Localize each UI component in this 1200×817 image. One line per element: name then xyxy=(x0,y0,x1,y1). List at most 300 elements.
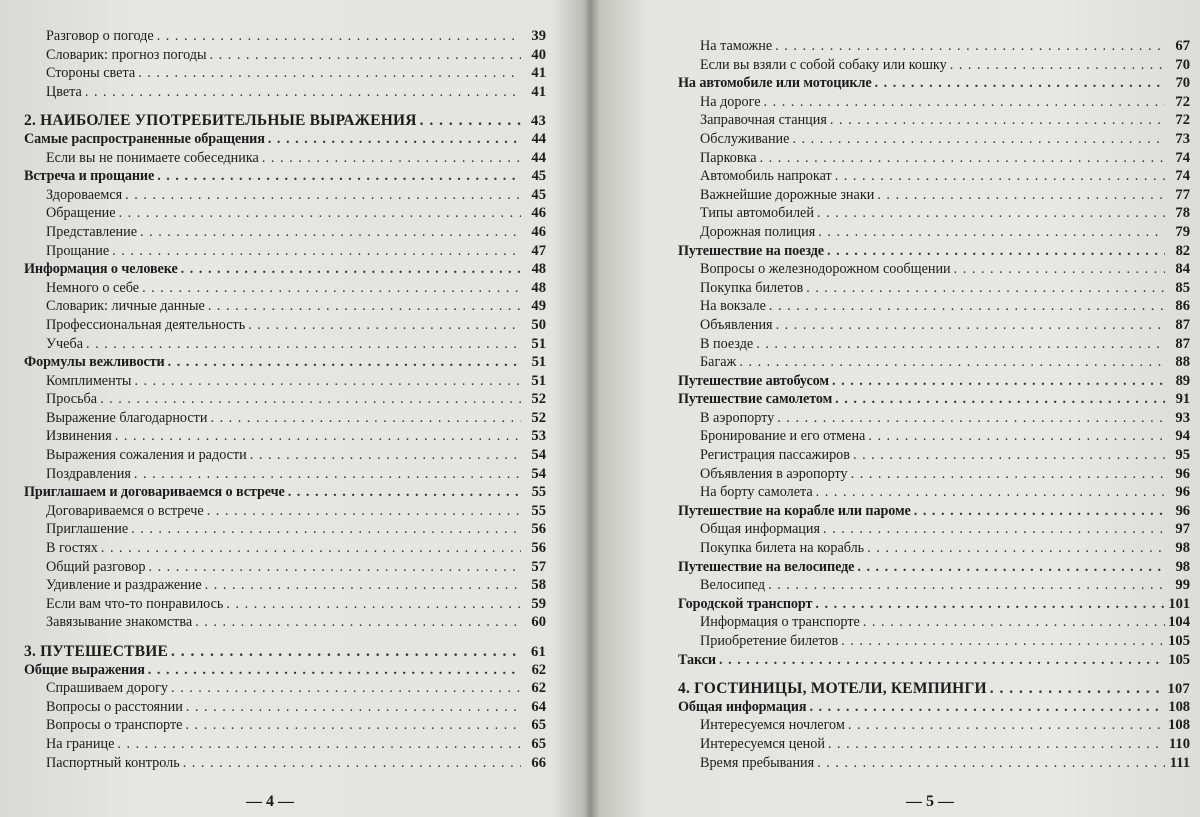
toc-entry-page: 96 xyxy=(1175,502,1190,519)
toc-entry-page: 95 xyxy=(1175,447,1190,464)
dot-leader xyxy=(134,373,521,390)
toc-entry-page: 111 xyxy=(1169,754,1190,771)
toc-entry xyxy=(24,755,546,774)
toc-entry-page: 110 xyxy=(1168,735,1190,752)
toc-entry xyxy=(24,466,546,485)
dot-leader xyxy=(760,150,1165,167)
toc-entry-page: 52 xyxy=(531,391,546,408)
toc-entry-title: На борту самолета xyxy=(700,484,813,501)
dot-leader xyxy=(168,354,521,371)
toc-entry-title: Объявления в аэропорту xyxy=(700,465,848,482)
toc-entry-page: 93 xyxy=(1175,409,1190,426)
toc-entry-title: Заправочная станция xyxy=(700,112,827,129)
dot-leader xyxy=(823,521,1165,538)
toc-entry-page: 41 xyxy=(531,65,546,82)
dot-leader xyxy=(186,699,521,716)
toc-entry-title: Путешествие на корабле или пароме xyxy=(678,502,911,519)
dot-leader xyxy=(877,187,1165,204)
toc-entry-title: Встреча и прощание xyxy=(24,168,155,185)
dot-leader xyxy=(776,317,1165,334)
dot-leader xyxy=(792,131,1165,148)
toc-entry xyxy=(678,354,1190,373)
toc-entry-title: Приглашаем и договариваемся о встрече xyxy=(24,484,285,501)
toc-entry xyxy=(24,717,546,736)
dot-leader xyxy=(832,373,1165,390)
toc-entry-page: 65 xyxy=(531,735,546,752)
toc-entry-page: 40 xyxy=(531,46,546,63)
toc-entry xyxy=(24,243,546,262)
toc-entry xyxy=(678,503,1190,522)
dot-leader xyxy=(777,410,1165,427)
toc-entry xyxy=(678,410,1190,429)
dot-leader xyxy=(851,466,1165,483)
toc-entry-title: Если вы взяли с собой собаку или кошку xyxy=(700,56,947,73)
toc-entry-title: Словарик: личные данные xyxy=(46,298,205,315)
toc-entry-title: Регистрация пассажиров xyxy=(700,447,850,464)
toc-entry-page: 64 xyxy=(531,698,546,715)
toc-entry-title: Удивление и раздражение xyxy=(46,577,202,594)
dot-leader xyxy=(134,466,521,483)
toc-entry xyxy=(24,559,546,578)
toc-entry-title: Парковка xyxy=(700,149,757,166)
toc-entry xyxy=(24,410,546,429)
toc-entry-page: 66 xyxy=(531,754,546,771)
toc-entry-title: Автомобиль напрокат xyxy=(700,168,832,185)
toc-entry xyxy=(24,168,546,187)
toc-entry-page: 87 xyxy=(1175,316,1190,333)
toc-entry-page: 53 xyxy=(531,428,546,445)
toc-entry xyxy=(24,614,546,633)
dot-leader xyxy=(857,559,1165,576)
toc-entry-page: 70 xyxy=(1175,75,1190,92)
toc-entry xyxy=(678,261,1190,280)
dot-leader xyxy=(775,38,1165,55)
toc-entry xyxy=(678,633,1190,652)
toc-entry-page: 56 xyxy=(531,521,546,538)
toc-entry-title: Здороваемся xyxy=(46,186,123,203)
toc-entry-page: 91 xyxy=(1175,391,1190,408)
toc-entry-page: 55 xyxy=(531,484,546,501)
toc-entry-page: 72 xyxy=(1175,112,1190,129)
toc-entry-title: Объявления xyxy=(700,316,773,333)
toc-entry xyxy=(24,596,546,615)
toc-entry-page: 54 xyxy=(531,465,546,482)
toc-entry xyxy=(678,131,1190,150)
toc-entry-page: 84 xyxy=(1175,261,1190,278)
dot-leader xyxy=(827,243,1165,260)
dot-leader xyxy=(914,503,1165,520)
dot-leader xyxy=(208,298,521,315)
toc-entry-title: Покупка билетов xyxy=(700,279,804,296)
toc-entry xyxy=(678,224,1190,243)
toc-entry xyxy=(678,168,1190,187)
toc-entry-title: Завязывание знакомства xyxy=(46,614,193,631)
toc-entry xyxy=(24,261,546,280)
dot-leader xyxy=(817,205,1165,222)
toc-entry-title: На таможне xyxy=(700,38,773,54)
dot-leader xyxy=(183,755,521,772)
toc-entry-page: 78 xyxy=(1175,205,1190,222)
toc-entry-page: 67 xyxy=(1175,38,1190,54)
toc-entry xyxy=(678,75,1190,94)
dot-leader xyxy=(815,596,1165,613)
dot-leader xyxy=(125,187,521,204)
toc-entry-title: Такси xyxy=(678,651,716,668)
toc-entry-page: 60 xyxy=(531,614,546,631)
toc-entry-title: В аэропорту xyxy=(700,409,775,426)
toc-entry xyxy=(24,224,546,243)
toc-entry-title: Бронирование и его отмена xyxy=(700,428,866,445)
toc-entry-page: 65 xyxy=(531,717,546,734)
toc-entry xyxy=(24,336,546,355)
dot-leader xyxy=(101,540,521,557)
dot-leader xyxy=(816,484,1165,501)
toc-entry xyxy=(678,187,1190,206)
dot-leader xyxy=(210,410,521,427)
dot-leader xyxy=(806,280,1165,297)
toc-entry-title: Багаж xyxy=(700,354,737,371)
dot-leader xyxy=(809,699,1165,716)
toc-entry xyxy=(678,317,1190,336)
toc-entry-page: 82 xyxy=(1175,242,1190,259)
dot-leader xyxy=(117,736,521,753)
toc-entry-page: 51 xyxy=(531,335,546,352)
toc-entry-title: 2. НАИБОЛЕЕ УПОТРЕБИТЕЛЬНЫЕ ВЫРАЖЕНИЯ xyxy=(24,112,417,130)
toc-entry xyxy=(678,484,1190,503)
toc-entry-page: 107 xyxy=(1167,681,1190,698)
toc-entry-title: Если вы не понимаете собеседника xyxy=(46,149,259,166)
toc-entry xyxy=(24,428,546,447)
dot-leader xyxy=(954,261,1165,278)
toc-entry-title: Покупка билета на корабль xyxy=(700,540,865,557)
toc-entry xyxy=(24,131,546,150)
toc-entry-title: Извинения xyxy=(46,428,112,445)
toc-entry-title: Спрашиваем дорогу xyxy=(46,680,169,697)
dot-leader xyxy=(764,94,1165,111)
toc-entry-title: Путешествие автобусом xyxy=(678,372,829,389)
dot-leader xyxy=(262,150,521,167)
toc-entry-title: В гостях xyxy=(46,540,98,557)
toc-entry-page: 57 xyxy=(531,558,546,575)
toc-entry-page: 45 xyxy=(531,168,546,185)
toc-entry-page: 48 xyxy=(531,261,546,278)
toc-entry-title: Просьба xyxy=(46,391,98,408)
dot-leader xyxy=(867,540,1165,557)
toc-entry xyxy=(24,391,546,410)
dot-leader xyxy=(248,317,521,334)
toc-entry-page: 49 xyxy=(531,298,546,315)
toc-entry-page: 86 xyxy=(1175,298,1190,315)
toc-entry-page: 62 xyxy=(531,680,546,697)
toc-entry-title: Время пребывания xyxy=(700,754,815,771)
toc-entry xyxy=(678,699,1190,718)
toc-entry xyxy=(678,38,1190,57)
toc-entry-title: Типы автомобилей xyxy=(700,205,814,222)
toc-entry-title: Вопросы о железнодорожном сообщении xyxy=(700,261,951,278)
toc-entry xyxy=(678,447,1190,466)
toc-entry-page: 59 xyxy=(531,595,546,612)
toc-entry-title: Представление xyxy=(46,223,138,240)
toc-entry-title: Выражение благодарности xyxy=(46,409,208,426)
toc-entry xyxy=(678,596,1190,615)
dot-leader xyxy=(171,643,521,661)
toc-entry xyxy=(24,150,546,169)
toc-entry-title: Если вам что-то понравилось xyxy=(46,595,224,612)
toc-entry-title: Информация о транспорте xyxy=(700,614,860,631)
toc-entry xyxy=(24,447,546,466)
toc-entry xyxy=(678,336,1190,355)
toc-entry xyxy=(24,373,546,392)
toc-entry-title: Вопросы о расстоянии xyxy=(46,698,183,715)
toc-entry xyxy=(678,577,1190,596)
toc-entry-title: Общая информация xyxy=(678,698,807,715)
toc-entry-title: На автомобиле или мотоцикле xyxy=(678,75,872,92)
toc-entry-title: Учеба xyxy=(46,335,83,352)
toc-entry-page: 58 xyxy=(531,577,546,594)
toc-entry xyxy=(24,354,546,373)
toc-entry xyxy=(678,298,1190,317)
left-page xyxy=(0,0,584,817)
toc-entry-title: Приглашение xyxy=(46,521,129,538)
toc-entry xyxy=(678,652,1190,671)
toc-entry-title: Разговор о погоде xyxy=(46,28,154,44)
toc-entry-page: 41 xyxy=(531,83,546,100)
toc-entry-title: Интересуемся ценой xyxy=(700,735,825,752)
toc-entry-title: Общая информация xyxy=(700,521,820,538)
dot-leader xyxy=(148,559,521,576)
toc-entry-title: Формулы вежливости xyxy=(24,354,165,371)
toc-entry xyxy=(24,280,546,299)
toc-entry xyxy=(24,521,546,540)
dot-leader xyxy=(250,447,521,464)
toc-entry xyxy=(24,84,546,103)
toc-entry-page: 79 xyxy=(1175,223,1190,240)
dot-leader xyxy=(828,736,1165,753)
toc-entry-title: Общий разговор xyxy=(46,558,146,575)
toc-entry-title: Словарик: прогноз погоды xyxy=(46,46,207,63)
dot-leader xyxy=(210,47,521,64)
toc-entry xyxy=(24,662,546,681)
toc-entry-page: 105 xyxy=(1168,651,1190,668)
dot-leader xyxy=(131,521,521,538)
dot-leader xyxy=(207,503,521,520)
toc-entry xyxy=(678,614,1190,633)
toc-entry-title: Путешествие на поезде xyxy=(678,242,824,259)
toc-entry-page: 45 xyxy=(531,186,546,203)
toc-entry-page: 70 xyxy=(1175,56,1190,73)
toc-entry-title: Стороны света xyxy=(46,65,136,82)
toc-entry-page: 52 xyxy=(531,409,546,426)
dot-leader xyxy=(841,633,1165,650)
toc-entry xyxy=(24,540,546,559)
dot-leader xyxy=(739,354,1165,371)
toc-entry xyxy=(24,643,546,662)
toc-entry xyxy=(678,94,1190,113)
toc-entry-page: 108 xyxy=(1168,698,1190,715)
toc-entry xyxy=(24,484,546,503)
toc-entry-page: 44 xyxy=(531,130,546,147)
dot-leader xyxy=(853,447,1165,464)
toc-entry-title: Путешествие на велосипеде xyxy=(678,558,855,575)
dot-leader xyxy=(205,577,521,594)
toc-entry-title: Паспортный контроль xyxy=(46,754,180,771)
toc-entry-page: 97 xyxy=(1175,521,1190,538)
toc-entry-page: 108 xyxy=(1168,717,1190,734)
toc-entry xyxy=(678,280,1190,299)
toc-entry-page: 87 xyxy=(1175,335,1190,352)
toc-entry-title: Комплименты xyxy=(46,372,132,389)
dot-leader xyxy=(868,428,1165,445)
toc-entry-page: 77 xyxy=(1175,186,1190,203)
toc-entry-page: 94 xyxy=(1175,428,1190,445)
dot-leader xyxy=(950,57,1165,74)
toc-entry xyxy=(678,680,1190,699)
dot-leader xyxy=(830,112,1165,129)
toc-entry-page: 98 xyxy=(1175,558,1190,575)
toc-entry xyxy=(678,373,1190,392)
toc-entry-page: 73 xyxy=(1175,130,1190,147)
toc-entry-page: 96 xyxy=(1175,484,1190,501)
toc-entry-page: 74 xyxy=(1175,168,1190,185)
dot-leader xyxy=(835,391,1165,408)
dot-leader xyxy=(226,596,521,613)
dot-leader xyxy=(115,428,521,445)
toc-entry-page: 74 xyxy=(1175,149,1190,166)
toc-entry-title: Обслуживание xyxy=(700,130,790,147)
toc-entry xyxy=(24,65,546,84)
toc-entry-title: Профессиональная деятельность xyxy=(46,316,246,333)
toc-entry xyxy=(24,187,546,206)
toc-entry xyxy=(678,391,1190,410)
toc-entry xyxy=(24,699,546,718)
toc-entry-title: Информация о человеке xyxy=(24,261,178,278)
toc-entry xyxy=(24,112,546,131)
toc-entry xyxy=(678,755,1190,774)
toc-entry-page: 56 xyxy=(531,540,546,557)
toc-entry-page: 62 xyxy=(531,661,546,678)
toc-entry-title: На вокзале xyxy=(700,298,766,315)
dot-leader xyxy=(768,577,1165,594)
toc-entry xyxy=(678,717,1190,736)
page-number-left: — 4 — xyxy=(246,793,294,810)
dot-leader xyxy=(112,243,521,260)
toc-entry xyxy=(24,205,546,224)
toc-entry-page: 104 xyxy=(1168,614,1190,631)
toc-entry-title: Городской транспорт xyxy=(678,595,813,612)
toc-entry-title: Дорожная полиция xyxy=(700,223,816,240)
dot-leader xyxy=(86,336,521,353)
dot-leader xyxy=(420,112,521,130)
table-of-contents-right xyxy=(678,38,1190,773)
toc-entry xyxy=(678,112,1190,131)
toc-entry xyxy=(24,680,546,699)
toc-entry-page: 46 xyxy=(531,223,546,240)
dot-leader xyxy=(863,614,1165,631)
toc-entry xyxy=(678,736,1190,755)
toc-entry-title: Интересуемся ночлегом xyxy=(700,717,845,734)
dot-leader xyxy=(769,298,1165,315)
dot-leader xyxy=(817,755,1165,772)
toc-entry xyxy=(24,28,546,47)
toc-entry xyxy=(678,466,1190,485)
dot-leader xyxy=(195,614,521,631)
toc-entry xyxy=(24,317,546,336)
toc-entry xyxy=(678,521,1190,540)
dot-leader xyxy=(288,484,521,501)
toc-entry-title: Выражения сожаления и радости xyxy=(46,447,247,464)
dot-leader xyxy=(100,391,521,408)
dot-leader xyxy=(719,652,1165,669)
toc-entry xyxy=(678,428,1190,447)
toc-entry xyxy=(678,243,1190,262)
dot-leader xyxy=(181,261,521,278)
toc-entry-title: Общие выражения xyxy=(24,661,145,678)
toc-entry-page: 55 xyxy=(531,502,546,519)
dot-leader xyxy=(138,65,521,82)
toc-entry-page: 96 xyxy=(1175,465,1190,482)
toc-entry-page: 105 xyxy=(1168,633,1190,649)
toc-entry-title: 4. ГОСТИНИЦЫ, МОТЕЛИ, КЕМПИНГИ xyxy=(678,680,987,698)
toc-entry-page: 44 xyxy=(531,149,546,166)
toc-entry-page: 47 xyxy=(531,242,546,259)
toc-entry-title: На границе xyxy=(46,735,115,752)
toc-entry-page: 72 xyxy=(1175,93,1190,110)
toc-entry-page: 51 xyxy=(531,372,546,389)
dot-leader xyxy=(268,131,521,148)
toc-entry-title: Обращение xyxy=(46,205,116,222)
toc-entry-title: На дороге xyxy=(700,93,761,110)
toc-entry xyxy=(678,57,1190,76)
toc-entry-page: 54 xyxy=(531,447,546,464)
toc-entry-title: Договариваемся о встрече xyxy=(46,502,204,519)
toc-entry-title: Вопросы о транспорте xyxy=(46,717,183,734)
toc-entry xyxy=(678,205,1190,224)
toc-entry-title: Велосипед xyxy=(700,577,766,594)
dot-leader xyxy=(848,717,1165,734)
toc-entry-page: 85 xyxy=(1175,279,1190,296)
dot-leader xyxy=(990,680,1165,698)
toc-entry-page: 51 xyxy=(531,354,546,371)
dot-leader xyxy=(142,280,521,297)
toc-entry-title: В поезде xyxy=(700,335,754,352)
toc-entry xyxy=(24,503,546,522)
toc-entry-title: 3. ПУТЕШЕСТВИЕ xyxy=(24,643,169,660)
toc-entry xyxy=(24,298,546,317)
toc-entry-page: 50 xyxy=(531,316,546,333)
toc-entry-page: 98 xyxy=(1175,540,1190,557)
toc-entry-page: 61 xyxy=(531,644,546,660)
toc-entry xyxy=(24,736,546,755)
toc-entry-title: Путешествие самолетом xyxy=(678,391,833,408)
toc-entry-title: Самые распространенные обращения xyxy=(24,130,265,147)
toc-entry-title: Приобретение билетов xyxy=(700,633,839,649)
table-of-contents-left xyxy=(24,28,546,773)
right-page xyxy=(606,0,1200,817)
toc-entry-page: 101 xyxy=(1168,595,1190,612)
dot-leader xyxy=(85,84,521,101)
toc-entry-title: Прощание xyxy=(46,242,110,259)
toc-entry-title: Важнейшие дорожные знаки xyxy=(700,186,875,203)
toc-entry xyxy=(24,47,546,66)
dot-leader xyxy=(171,680,521,697)
toc-entry-page: 46 xyxy=(531,205,546,222)
dot-leader xyxy=(835,168,1165,185)
toc-entry-page: 88 xyxy=(1175,354,1190,371)
dot-leader xyxy=(140,224,521,241)
toc-entry-title: Немного о себе xyxy=(46,279,140,296)
toc-entry-title: Поздравления xyxy=(46,465,131,482)
dot-leader xyxy=(185,717,521,734)
